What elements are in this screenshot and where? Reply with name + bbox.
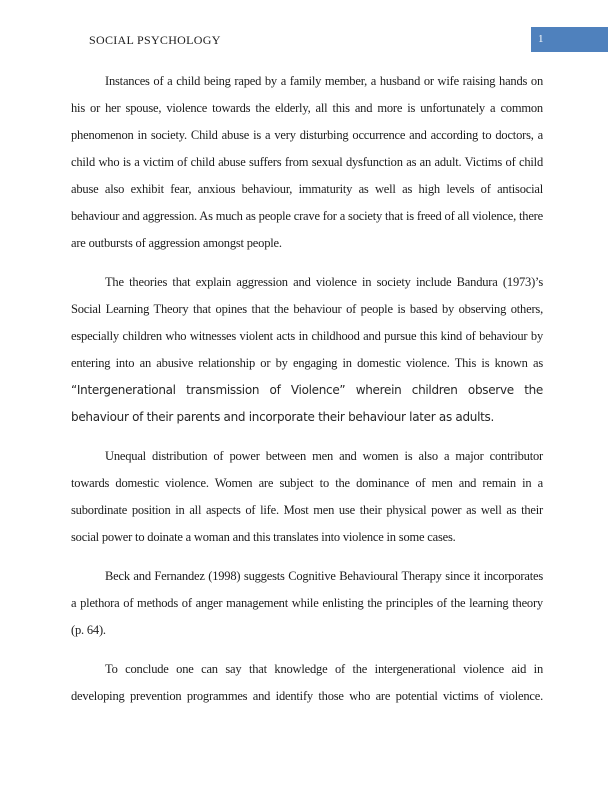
document-body bbox=[71, 68, 543, 722]
paragraph-violence-instances: Instances of a child being raped by a family member, a husband or wife raising hands on his or her spouse, violence towards the elderly, all this and more is unfortunately a common phenomenon in society. Child abuse is a very disturbing occurrence and according to doctors, a child who is a victim of child abuse suffers from sexual dysfunction as an adult. Victims of child abuse also exhibit fear, anxious behaviour, immaturity as well as high levels of antisocial behaviour and aggression. As much as people crave for a society that is freed of all violence, there are outbursts of aggression amongst people. bbox=[71, 74, 543, 250]
page-number-box bbox=[531, 27, 608, 52]
paragraph-theories bbox=[71, 269, 543, 431]
running-head: SOCIAL PSYCHOLOGY bbox=[89, 33, 221, 47]
paragraph-conclusion: To conclude one can say that knowledge of the intergenerational violence aid in developing prevention programmes and identify those who are potential victims of violence. bbox=[71, 662, 543, 703]
paragraph-theories-sans-text: “Intergenerational transmission of Violence” wherein children observe the behaviour of their parents and incorporate their behaviour later as adults. bbox=[71, 383, 543, 424]
paragraph-power-distribution: Unequal distribution of power between men and women is also a major contributor towards domestic violence. Women are subject to the dominance of men and remain in a subordinate position in all aspects of life. Most men use their physical power as well as their social power to doinate a woman and this translates into violence in some cases. bbox=[71, 449, 543, 544]
page-number: 1 bbox=[538, 33, 544, 45]
paragraph-theories-serif-text: The theories that explain aggression and violence in society include Bandura (1973)’s Social Learning Theory that opines that the behaviour of people is based by observing others, especially children who witnesses violent acts in childhood and pursue this kind of behaviour by entering into an abusive relationship or by engaging in domestic violence. This is known as bbox=[71, 275, 543, 370]
paragraph-cbt-citation: Beck and Fernandez (1998) suggests Cognitive Behavioural Therapy since it incorporates a plethora of methods of anger management while enlisting the principles of the learning theory (p. 64). bbox=[71, 569, 543, 637]
